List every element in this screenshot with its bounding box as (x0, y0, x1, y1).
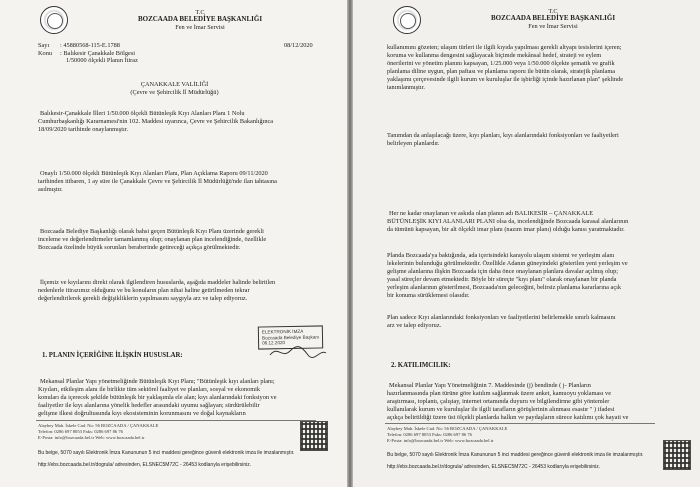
section-2-heading: 2. KATILIMCILIK: (391, 362, 451, 369)
section-1-heading: 1. PLANIN İÇERİĞİNE İLİŞKİN HUSUSLAR: (42, 352, 183, 359)
header-org: BOZCAADA BELEDİYE BAŞKANLIĞI (137, 15, 263, 23)
sayi-value: : 45880568-115-E.1788 (60, 42, 120, 49)
signature (268, 343, 328, 361)
municipality-logo (40, 6, 68, 34)
addressee-sub: (Çevre ve Şehircilik İl Müdürlüğü) (130, 89, 219, 96)
header-dept: Fen ve İmar Servisi (175, 24, 225, 31)
right-page: T.C BOZCAADA BELEDİYE BAŞKANLIĞI Fen ve İmar Servisi kullanımını gözeten; ulaşım türleri ile ilgili kıyıda yapılması gerekli altyapı tesislerini içeren; koruma ve kullanma dengesini sağlayacak biçimde mekânsal hedef, strateji ve eylem önerilerini ve yönetim planını kapsayan, 1/25.000 veya 1/50.000 ölçekte şematik ve grafik planlama diline uygun, plan paftası ve planlama raporu ile bütün olarak, stratejik planlama yaklaşımı çerçevesinde ilgili kurum ve kuruluşlar ile işbirliği içinde hazırlanan plan" şeklinde tanımlanmıştır. Tanımdan da anlaşılacağı üzere, kıyı planları, kıyı alanlarındaki fonksiyonları ve faaliyetleri belirleyen planlardır. Her ne kadar onaylanan ve askıda olan planın adı BALIKESİR – ÇANAKKALE BÜTÜNLEŞİK KIYI ALANLARI PLANI olsa da, incelendiğinde Bozcaada karasal alanlarının da tümünü kapsayan, bir alt ölçekli imar planı (nazım imar planı) olduğu kanısı yaratmaktadır. Planda Bozcaada'ya baktığında, ada içerisindeki karayolu ulaşım sistemi ve yerleşim alanı lekelerinin bulunduğu görülmektedir. Özellikle Adanın güneyindeki gösterilen yeni yerleşim ve gelişme alanlarına ilişkin Bozcaada için daha önce onaylanan planlara davalar açılmış olup; yasal süreçler devam etmektedir. Böyle bir süreçte "kıyı planı" olarak onaylanan bir planda yerleşim alanlarının gösterilmesi, Bozcaada'nın geleceğini, belirsiz planlama kararlarına açık bir konuma sürüklemesi olasıdır. Plan sadece Kıyı alanlarındaki fonksiyonları ve faaliyetlerini belirlemekle sınırlı kalmasını arz ve talep ediyoruz. 2. KATILIMCILIK: Mekansal Planlar Yapı Yönetmeliğinin 7. Maddesinde (j) bendinde ( j- Planların hazırlanmasında plan türüne göre katılım sağlanmak üzere anket, kamuoyu yoklaması ve araştırması, toplantı, çalıştay, internet ortamında duyuru ve bilgilendirme gibi yöntemler kullanılarak kurum ve kuruluşlar ile ilgili tarafların görüşlerinin alınması esastır " ) ifadesi açıkça belirtildiği üzere üst ölçekli planlarda halkın ve paydaşların sürece katılımı çok hayati ve Alaybey Mah. İskele Cad. No: 56 BOZCAADA / ÇANAKKALE Telefon: 0286 697 8053 Faks: 0286 697 86 76 E-Posta: info@bozcaada.bel.tr Web: www.bozcaada.bel.tr Bu belge, 5070 sayılı Elektronik İmza Kanununun 5 inci maddesi gereğince güvenli elektronik imza ile imzalanmıştır. http://ebs.bozcaada.bel.tr/dogrula/ adresinden, ELSNEC5M72C - 26453 kodlarıyla erişebilirsiniz. (351, 0, 700, 487)
footer-rule (385, 423, 655, 424)
header-tc: T.C (195, 9, 205, 16)
sayi-label: Sayı (38, 42, 50, 49)
left-page: T.C BOZCAADA BELEDİYE BAŞKANLIĞI Fen ve İmar Servisi Sayı : 45880568-115-E.1788 08/12/2020 Konu : Balıkesir Çanakkale Bölgesi 1/50000 ölçekli Planın İtiraz ÇANAKKALE VALİLİĞİ (Çevre ve Şehircilik İl Müdürlüğü) Balıkesir-Çanakkale İlleri 1/50.000 ölçekli Bütünleşik Kıyı Alanları Planı 1 Nolu Cumhurbaşkanlığı Kararnamesi'nin 102. Maddesi uyarınca, Çevre ve Şehircilik Bakanlığınca 18/09/2020 tarihinde onaylanmıştır. Onaylı 1/50.000 ölçekli Bütünleşik Kıyı Alanları Planı, Plan Açıklama Raporu 09/11/2020 tarihinden itibaren, 1 ay süre ile Çanakkale Çevre ve Şehircilik İl Müdürlüğü'nde ilan tahtasına asılmıştır. Bozcaada Belediye Başkanlığı olarak bahsi geçen Bütünleşik Kıyı Planı üzerinde gerekli inceleme ve değerlendirmeler tamamlanmış olup; onaylanan plan incelendiğinde, özellikle Bozcaada özelinde büyük sorunları beraberinde getireceği açıkça görülmektedir. İlçemiz ve kıyılarını direkt olarak ilgilendiren hususlarda, aşağıda maddeler halinde belirtilen nedenlerle itirazımız olduğunu ve bu konuların plan nihai haline getirilmeden tekrar değerlendirilerek gerekli değişikliklerin yapılmasını saygıyla arz ve talep ediyoruz. ELEKTRONİK İMZA Bozcaada Belediye Başkanı 08.12.2020 1. PLANIN İÇERİĞİNE İLİŞKİN HUSUSLAR: Mekansal Planlar Yapı yönetmeliğinde Bütünleşik Kıyı Planı; "Bütünleşik kıyı alanları planı; Kıyıları, etkileşim alanı ile birlikte tüm sektörel faaliyet ve planları, sosyal ve ekonomik konuları da içerecek şekilde bütünleşik bir yaklaşımla ele alan; kıyı alanlarındaki fonksiyon ve faaliyetler ile kıyı alanlarına yönelik hedefler arasındaki uyumu sağlayan; sürdürülebilir gelişme ilkesi doğrultusunda kıyı ekosisteminin korunmasını ve doğal kaynakların Alaybey Mah. İskele Cad. No: 56 BOZCAADA / ÇANAKKALE Telefon: 0286 697 8053 Faks: 0286 697 86 76 E-Posta: info@bozcaada.bel.tr Web: www.bozcaada.bel.tr Bu belge, 5070 sayılı Elektronik İmza Kanununun 5 inci maddesi gereğince güvenli elektronik imza ile imzalanmıştır. http://ebs.bozcaada.bel.tr/dogrula/ adresinden, ELSNEC5M72C - 26453 kodlarıyla erişebilirsiniz. (0, 0, 349, 487)
header-tc: T.C (548, 8, 558, 15)
konu-value-2: 1/50000 ölçekli Planın İtiraz (66, 57, 138, 64)
e-signature-stamp: ELEKTRONİK İMZA Bozcaada Belediye Başkanı 08.12.2020 (258, 325, 324, 349)
document-date: 08/12/2020 (284, 42, 313, 49)
municipality-logo (393, 6, 421, 34)
addressee: ÇANAKKALE VALİLİĞİ (140, 81, 209, 88)
footer-rule (36, 420, 316, 421)
konu-label: Konu (38, 50, 52, 57)
header-dept: Fen ve İmar Servisi (528, 23, 578, 30)
page-gutter (347, 0, 353, 487)
header-org: BOZCAADA BELEDİYE BAŞKANLIĞI (490, 14, 616, 22)
qr-code (300, 421, 328, 451)
konu-value-1: : Balıkesir Çanakkale Bölgesi (60, 50, 136, 57)
qr-code (663, 440, 691, 470)
